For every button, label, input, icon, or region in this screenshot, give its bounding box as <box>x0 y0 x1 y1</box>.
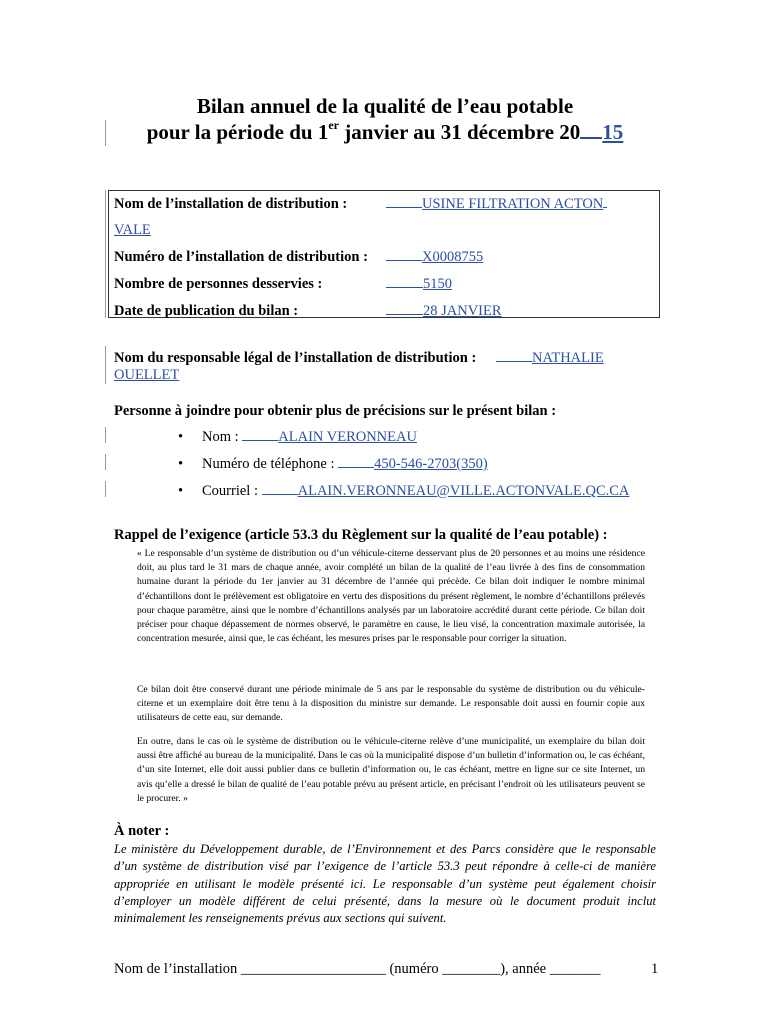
installation-number-label: Numéro de l’installation de distribution : <box>114 249 368 265</box>
contact-phone-field[interactable]: 450-546-2703(350) <box>338 456 488 472</box>
page-subtitle <box>0 120 770 145</box>
contact-email-label: Courriel : <box>202 483 258 499</box>
requirement-paragraph-2: Ce bilan doit être conservé durant une période minimale de 5 ans par le responsable du système de distribution ou du véhicule-citerne et un exemplaire doit être tenu à la disposition du ministre sur demande. Le responsable doit aussi en fournir copie aux utilisateurs de cette eau, sur demande. <box>137 684 645 724</box>
installation-number-field[interactable]: X0008755 <box>386 249 483 266</box>
page-number: 1 <box>651 961 659 977</box>
revision-bar <box>105 427 106 443</box>
revision-bar <box>105 346 106 384</box>
publication-date-field[interactable]: 28 JANVIER <box>386 303 502 320</box>
note-heading: À noter : <box>114 823 170 839</box>
year-suffix-field[interactable]: 15 <box>580 120 623 144</box>
page-title: Bilan annuel de la qualité de l’eau potable <box>196 94 574 118</box>
installation-name-label: Nom de l’installation de distribution : <box>114 196 348 212</box>
requirement-paragraph-1: « Le responsable d’un système de distribution ou d’un véhicule-citerne desservant plus de 20 personnes et au moins une résidence doit, au plus tard le 31 mars de chaque année, avoir complété un bilan de la qualité de l’eau livrée à des fins de consommation humaine durant la période du 1er janvier au 31 décembre de l’année qui précède. Ce bilan doit indiquer le nombre minimal d’échantillons dont le prélèvement est obligatoire en vertu des dispositions du présent règlement, le nombre d’échantillons prélevés pour chaque paramètre, ainsi que le nombre d’échantillons analysés par un laboratoire accrédité durant cette période. Ce bilan doit préciser pour chaque dépassement de normes observé, le paramètre en cause, le lieu visé, la concentration maximale autorisée, la concentration mesurée, ainsi que, le cas échéant, les mesures prises par le responsable pour corriger la situation. <box>137 548 645 645</box>
requirement-heading: Rappel de l’exigence (article 53.3 du Règlement sur la qualité de l’eau potable) : <box>114 527 608 543</box>
contact-email-item: • Courriel : ALAIN.VERONNEAU@VILLE.ACTONVALE.QC.CA <box>178 483 630 499</box>
subtitle-suffix: janvier au 31 décembre 20 <box>339 120 581 144</box>
people-served-field[interactable]: 5150 <box>386 276 452 293</box>
legal-responsible-field-continued[interactable]: OUELLET <box>114 367 180 383</box>
revision-bar <box>105 481 106 497</box>
revision-bar <box>105 454 106 470</box>
contact-phone-item: • Numéro de téléphone : 450-546-2703(350) <box>178 456 488 472</box>
contact-phone-label: Numéro de téléphone : <box>202 456 335 472</box>
contact-name-item: • Nom : ALAIN VERONNEAU <box>178 429 417 445</box>
publication-date-label: Date de publication du bilan : <box>114 303 299 319</box>
requirement-paragraph-3: En outre, dans le cas où le système de distribution ou le véhicule-citerne relève d’une municipalité, un exemplaire du bilan doit aussi être affiché au bureau de la municipalité. Dans le cas où la municipalité dispose d’un bulletin d’information ou, le cas échéant, d’un site Internet, elle doit aussi publier dans ce bulletin d’information ou, le cas échéant, mettre en ligne sur ce site Internet, un avis qu’elle a dressé le bilan de qualité de l’eau potable prévu au présent article, en précisant l’endroit où les utilisateurs peuvent se le procurer. » <box>137 736 645 804</box>
legal-responsible-field[interactable]: NATHALIE <box>496 350 604 367</box>
contact-email-field[interactable]: ALAIN.VERONNEAU@VILLE.ACTONVALE.QC.CA <box>262 483 630 499</box>
note-text: Le ministère du Développement durable, de l’Environnement et des Parcs considère que le responsable d’un système de distribution visé par l’exigence de l’article 53.3 peut répondre à celle-ci de manière appropriée en utilisant le modèle présenté ici. Le responsable d’un système peut également choisir d’employer un modèle différent de celui présenté, dans la mesure où le document produit inclut minimalement les renseignements prévus aux sections qui suivent. <box>114 842 656 926</box>
people-served-label: Nombre de personnes desservies : <box>114 276 323 292</box>
legal-responsible-label: Nom du responsable légal de l’installation de distribution : <box>114 350 477 366</box>
subtitle-prefix: pour la période du 1 <box>146 120 329 144</box>
page-footer: Nom de l’installation ____________________ (numéro ________), année _______ <box>114 961 601 977</box>
contact-name-label: Nom : <box>202 429 239 445</box>
contact-name-field[interactable]: ALAIN VERONNEAU <box>242 429 417 445</box>
revision-bar <box>105 190 106 318</box>
installation-name-field-continued[interactable]: VALE <box>114 222 151 238</box>
installation-name-field[interactable]: USINE FILTRATION ACTON <box>386 196 607 213</box>
subtitle-sup: er <box>328 118 340 132</box>
contact-heading: Personne à joindre pour obtenir plus de précisions sur le présent bilan : <box>114 403 557 419</box>
